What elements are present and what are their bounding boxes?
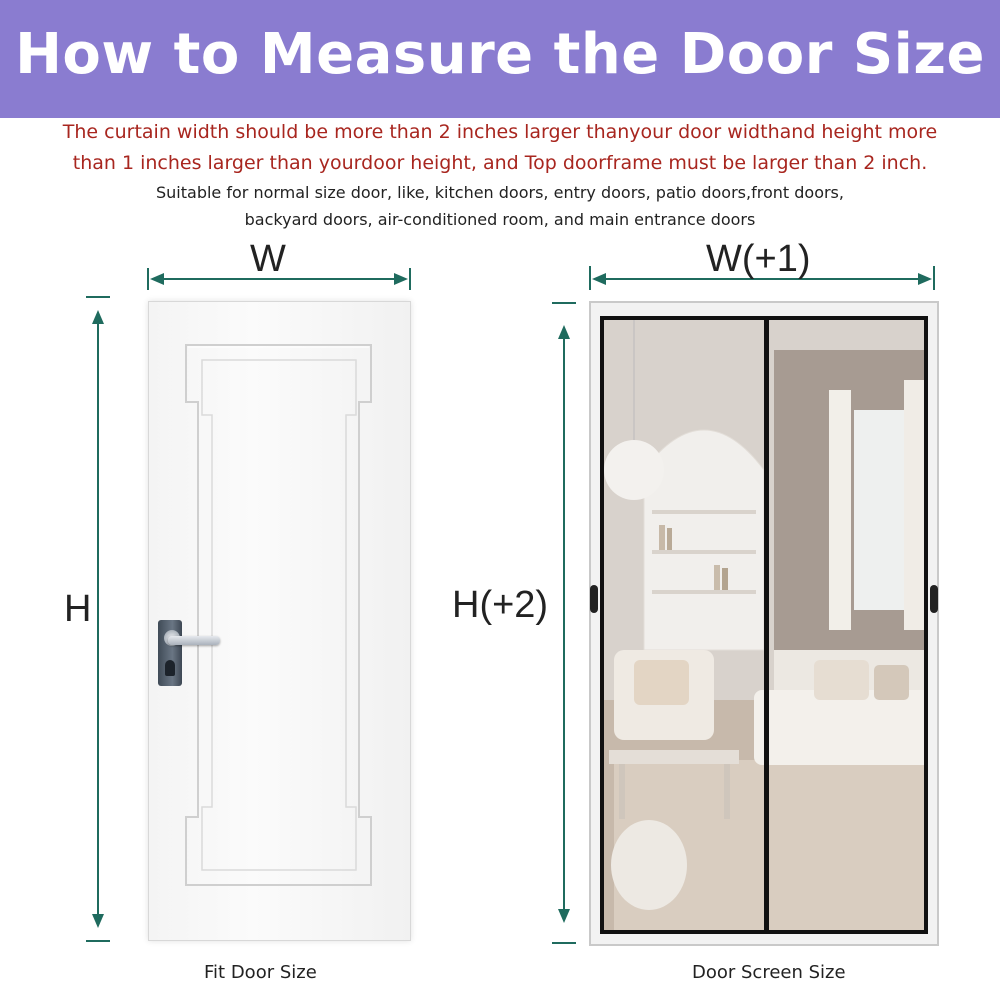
right-height-arrowhead-start bbox=[558, 325, 570, 339]
door-panel-molding bbox=[149, 302, 412, 942]
page-title: How to Measure the Door Size bbox=[15, 22, 985, 87]
right-width-arrowhead-start bbox=[592, 273, 606, 285]
note-line-3: Suitable for normal size door, like, kitchen doors, entry doors, patio doors,front doors, bbox=[156, 183, 844, 202]
left-width-arrowhead-end bbox=[394, 273, 408, 285]
header-banner bbox=[0, 0, 1000, 118]
white-door bbox=[148, 301, 411, 941]
right-side-clip bbox=[930, 585, 938, 613]
note-line-1: The curtain width should be more than 2 inches larger thanyour door widthand height more bbox=[62, 121, 938, 143]
left-caption: Fit Door Size bbox=[204, 962, 317, 983]
right-height-label: H(+2) bbox=[452, 584, 549, 626]
magnetic-screen-door bbox=[589, 301, 939, 946]
right-width-label: W(+1) bbox=[706, 238, 811, 280]
right-width-arrowhead-end bbox=[918, 273, 932, 285]
left-height-arrowhead-start bbox=[92, 310, 104, 324]
screen-mesh bbox=[600, 316, 928, 934]
left-width-arrowhead-start bbox=[150, 273, 164, 285]
note-line-4: backyard doors, air-conditioned room, and main entrance doors bbox=[244, 210, 756, 229]
magnetic-seam bbox=[764, 320, 769, 934]
door-handle bbox=[168, 636, 220, 645]
left-width-label: W bbox=[250, 238, 286, 280]
left-side-clip bbox=[590, 585, 598, 613]
left-height-arrowhead-end bbox=[92, 914, 104, 928]
keyhole-icon bbox=[165, 660, 175, 676]
right-caption: Door Screen Size bbox=[692, 962, 846, 983]
right-height-arrowhead-end bbox=[558, 909, 570, 923]
left-height-label: H bbox=[64, 588, 92, 630]
note-line-2: than 1 inches larger than yourdoor height, and Top doorframe must be larger than 2 inch. bbox=[72, 152, 928, 174]
